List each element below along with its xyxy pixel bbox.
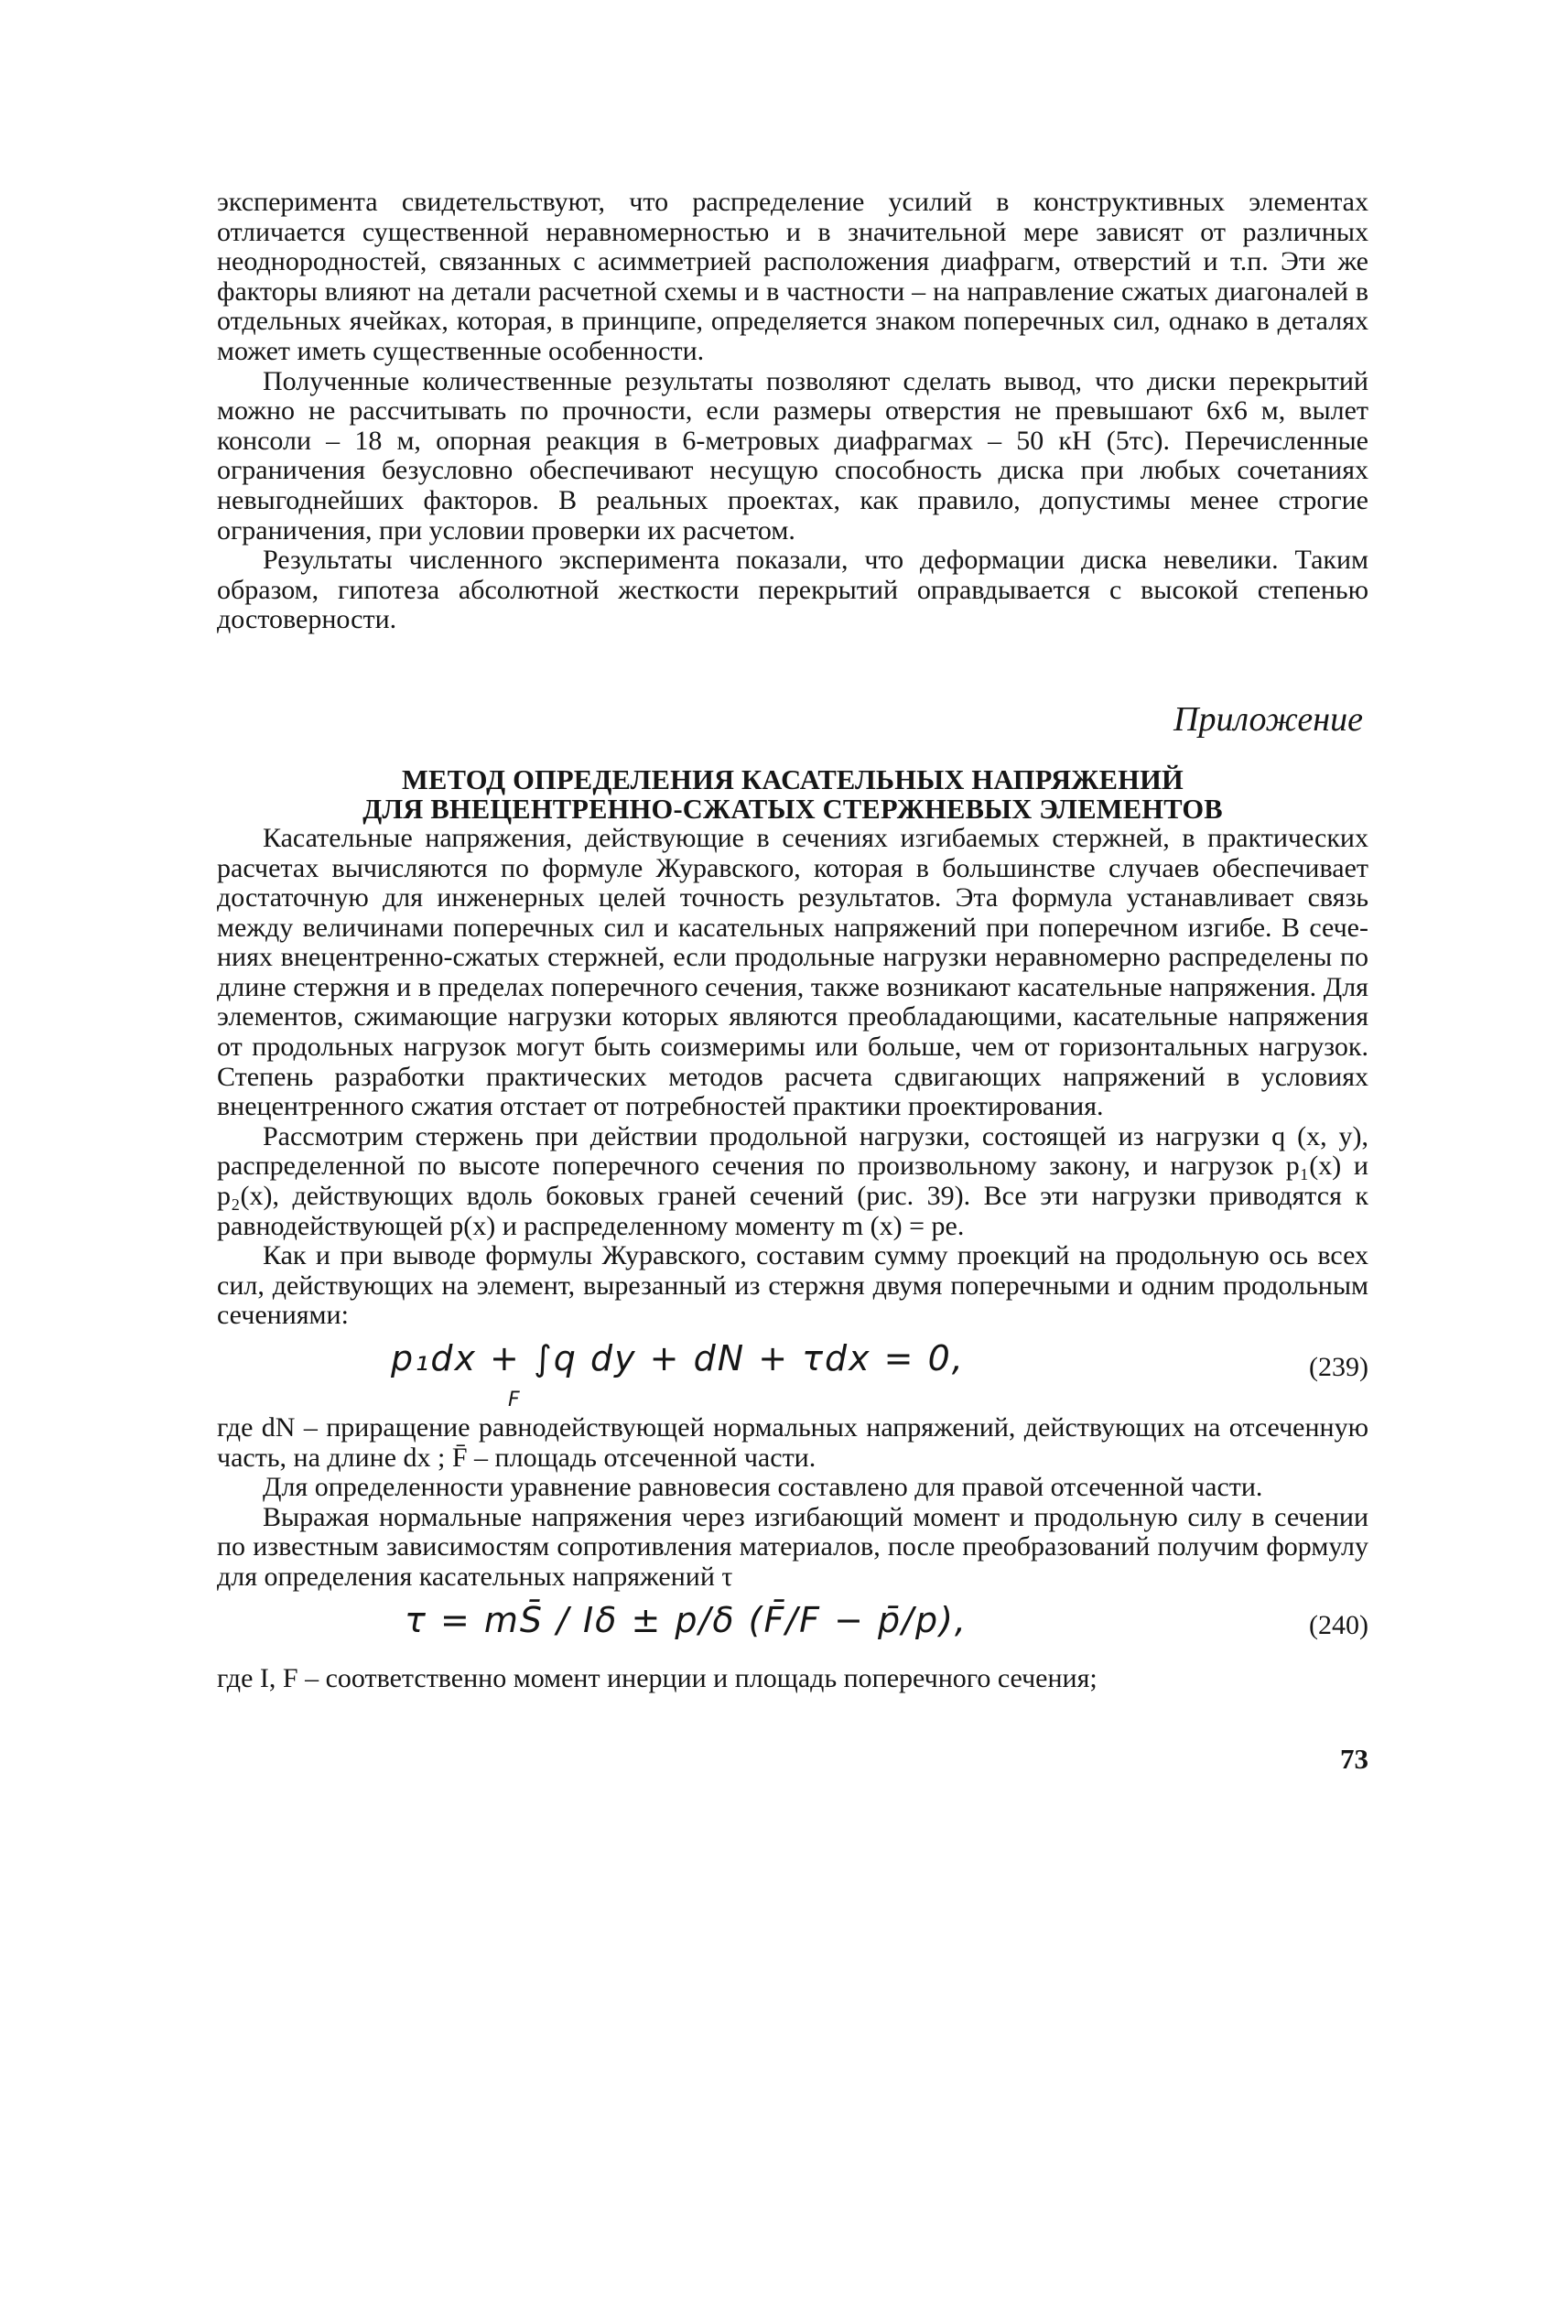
equation-number-239: (239)	[1309, 1352, 1368, 1382]
paragraph-intro-continued: эксперимента свидетельствуют, что распределение усилий в конструктивных элементах отличается существенной неравномерностью и в значительной мере зависят от различных неоднородностей, связанных с асимметрией расположения диафрагм, отверстий и т.п. Эти же факторы влияют на детали расчетной схемы и в частности – на направление сжатых диагоналей в отдельных ячейках, которая, в принципе, определяется знаком поперечных сил, однако в деталях может иметь существенные особенности.	[217, 187, 1368, 366]
paragraph-right-part: Для определенности уравнение равновесия составлено для правой отсеченной части.	[263, 1472, 1263, 1503]
section-title-line-1: МЕТОД ОПРЕДЕЛЕНИЯ КАСАТЕЛЬНЫХ НАПРЯЖЕНИЙ	[402, 763, 1184, 795]
document-page	[217, 188, 1368, 1775]
page-number: 73	[1340, 1743, 1368, 1776]
appendix-label: Приложение	[1173, 699, 1363, 739]
paragraph-stress-expression: Выражая нормальные напряжения через изгибающий момент и продольную силу в сечении по известным зависимостям сопротивления материалов, после преобразований получим формулу для определения касательных напряжений τ	[217, 1501, 1368, 1592]
paragraph-equilibrium: Как и при выводе формулы Журавского, составим сумму проекций на продольную ось всех сил, действующих на элемент, вырезанный из стержня двумя поперечными и одним продольным сечениями:	[217, 1240, 1368, 1331]
paragraph-inertia-definition: где I, F – соответственно момент инерции и площадь поперечного сечения;	[217, 1662, 1098, 1693]
integral-domain: F	[508, 1389, 520, 1411]
equation-240: τ = mS̄ / Iδ ± p/δ (F̄/F − p̄/p),	[405, 1599, 968, 1640]
paragraph-conclusion: Результаты численного эксперимента показали, что деформации диска невелики. Таким образом, гипотеза абсолютной жесткости перекрытий оправдывается с высокой степенью достоверности.	[217, 545, 1368, 635]
equation-number-240: (240)	[1309, 1609, 1368, 1640]
equation-240-row	[217, 1593, 1368, 1664]
paragraph-method-intro: Касательные напряжения, действующие в сечениях изгибаемых стержней, в практических расчетах вычисляются по формуле Журавского, которая в большинстве случаев обеспечивает достаточную для инженерных целей точность результатов. Эта формула устанавливает связь между величинами поперечных сил и касательных напряжений при поперечном изгибе. В сечениях внецентренно-сжатых стержней, если продольные нагрузки неравномерно распределены по длине стержня и в пределах поперечного сечения, также возникают касательные напряжения. Для элементов, сжимающие нагрузки которых являются преобладающими, касательные напряжения от продольных нагрузок могут быть соизмеримы или больше, чем от горизонтальных нагрузок. Степень разработки практических методов расчета сдвигающих напряжений в условиях внецентренного сжатия отстает от потребностей практики проектирования.	[217, 822, 1368, 1122]
equation-239: p₁dx + ∫q dy + dN + τdx = 0,	[391, 1338, 965, 1378]
section-title-line-2: ДЛЯ ВНЕЦЕНТРЕННО-СЖАТЫХ СТЕРЖНЕВЫХ ЭЛЕМЕНТОВ	[362, 793, 1223, 825]
section-title	[217, 765, 1368, 824]
paragraph-results: Полученные количественные результаты позволяют сделать вывод, что диски перекрытий можно не рассчитывать по прочности, если размеры отверстия не превышают 6х6 м, вылет консоли – 18 м, опорная реакция в 6-метровых диафрагмах – 50 кН (5тс). Перечисленные ограничения безусловно обеспечивают несущую способность диска при любых сочетаниях невыгоднейших факторов. В реальных проектах, как правило, допустимы менее строгие ограничения, при условии проверки их расчетом.	[217, 365, 1368, 546]
equation-239-row	[217, 1331, 1368, 1413]
paragraph-dn-definition: где dN – приращение равнодействующей нормальных напряжений, действующих на отсеченную часть, на длине dx ; F̄ – площадь отсеченной части.	[217, 1412, 1368, 1473]
paragraph-loads: Рассмотрим стержень при действии продольной нагрузки, состоящей из нагрузки q (x, y), распределенной по высоте поперечного сечения по произвольному закону, и нагрузок p₁(x) и p₂(x), действующих вдоль боковых граней сечений (рис. 39). Все эти нагрузки приводятся к равнодействующей p(x) и распределенному моменту m (x) = pe.	[217, 1120, 1368, 1241]
